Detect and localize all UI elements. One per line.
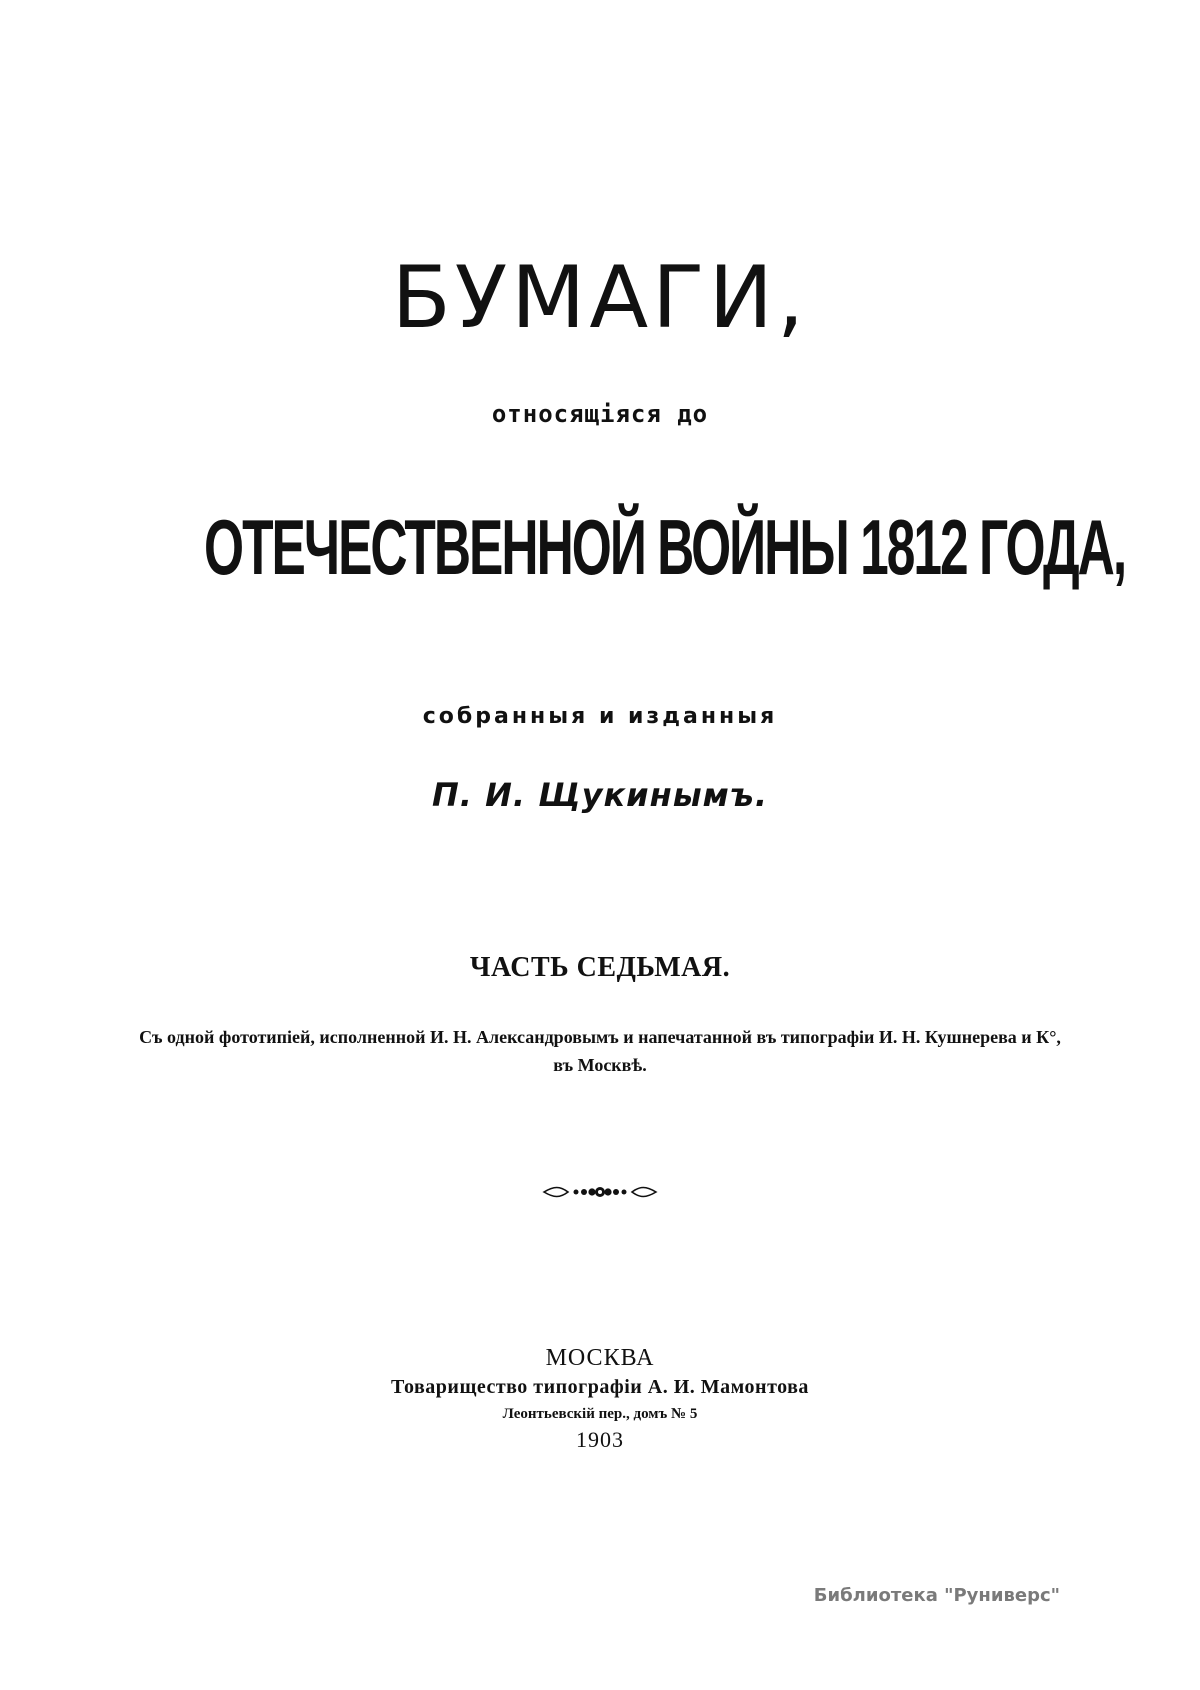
- war-title: ОТЕЧЕСТВЕННОЙ ВОЙНЫ 1812 ГОДА,: [203, 503, 1126, 591]
- imprint-city: МОСКВА: [545, 1345, 655, 1371]
- imprint-year: 1903: [576, 1427, 624, 1452]
- phototype-note: [0, 1023, 1200, 1079]
- vignette-ornament-icon: [540, 1180, 660, 1204]
- subtitle-relating: относящіяся до: [491, 400, 709, 428]
- imprint-printer: Товарищество типографіи А. И. Мамонтова: [391, 1376, 809, 1398]
- imprint-address: Леонтьевскій пер., домъ № 5: [502, 1406, 698, 1422]
- phototype-note-line-2: въ Москвѣ.: [553, 1055, 647, 1075]
- phototype-note-line-1: Съ одной фототипіей, исполненной И. Н. Александровымъ и напечатанной въ типографіи И. Н. Кушнерева и К°,: [139, 1027, 1061, 1047]
- main-title: БУМАГИ,: [391, 248, 809, 348]
- part-number: ЧАСТЬ СЕДЬМАЯ.: [469, 952, 731, 983]
- library-watermark: Библиотека "Руниверс": [813, 1585, 1060, 1606]
- author-name: П. И. Щукинымъ.: [432, 776, 768, 814]
- collected-published-line: собранныя и изданныя: [422, 704, 778, 729]
